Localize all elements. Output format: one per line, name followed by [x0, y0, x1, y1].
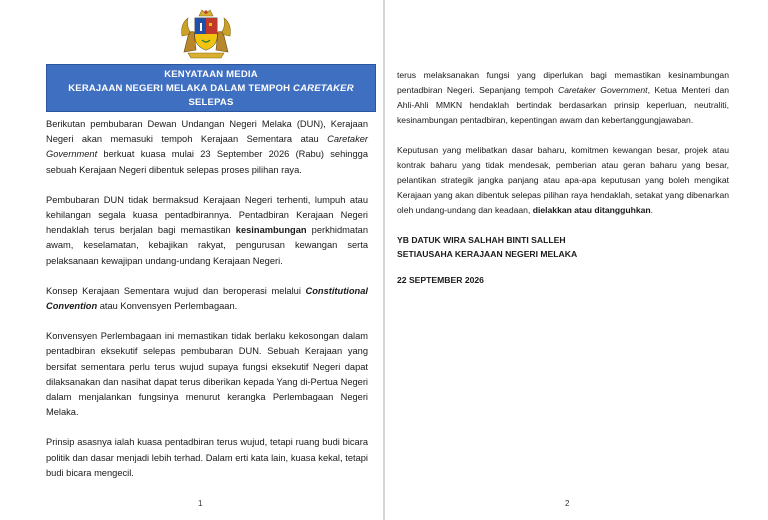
paragraph-caretaker-conduct: terus melaksanakan fungsi yang diperlukan bagi memastikan kesinambungan pentadbiran Negeri. Sepanjang tempoh Caretaker Government, Ketua Menteri dan Ahli-Ahli MMKN hendaklah bertindak berdasarkan prinsip keperluan, neutraliti, kesinambungan pentadbiran, kepentingan awam dan kebertanggungjawaban. [397, 70, 729, 125]
signature-block [397, 233, 729, 285]
paragraph-basic-principle: Prinsip asasnya ialah kuasa pentadbiran terus wujud, tetapi ruang budi bicara politik dan dasar menjadi lebih terhad. Dalam erti kata lain, kuasa kekal, tetapi budi bicara mengecil. [46, 437, 368, 478]
page-number: 2 [565, 499, 570, 508]
header-label: KENYATAAN MEDIA [164, 69, 258, 80]
signatory-name: YB DATUK WIRA SALHAH BINTI SALLEH [397, 235, 566, 245]
page-2 [385, 0, 768, 520]
melaka-state-crest-icon [178, 6, 234, 60]
signatory-title: SETIAUSAHA KERAJAAN NEGERI MELAKA [397, 249, 578, 259]
page-1-body [46, 117, 368, 496]
paragraph-caretaker-period: Berikutan pembubaran Dewan Undangan Negeri Melaka (DUN), Kerajaan Negeri akan memasuki tempoh Kerajaan Sementara atau Caretaker Government berkuat kuasa mulai 23 September 2026 (Rabu) sehingga sebuah Kerajaan Negeri dibentuk selepas proses pilihan raya. [46, 119, 368, 175]
paragraph-executive-vacuum: Konvensyen Perlembagaan ini memastikan tidak berlaku kekosongan dalam pentadbiran eksekutif selepas pembubaran DUN. Sebuah Kerajaan yang bersifat sementara perlu terus wujud supaya fungsi eksekutif Negeri dapat dilaksanakan dan nasihat dapat terus diberikan kepada Yang di-Pertua Negeri dalam menjalankan fungsinya menurut kerangka Perlembagaan Negeri Melaka. [46, 331, 368, 418]
paragraph-decisions-deferred: Keputusan yang melibatkan dasar baharu, komitmen kewangan besar, projek atau kontrak baharu yang tidak mendesak, pemberian atau geran baharu yang besar, pelantikan strategik jangka panjang atau apa-apa keputusan yang boleh mengikat Kerajaan yang akan dibentuk selepas pilihan raya hendaklah, setakat yang dibenarkan oleh undang-undang dan keadaan, dielakkan atau ditangguhkan. [397, 145, 729, 215]
page-2-body [397, 68, 729, 285]
page-1 [0, 0, 383, 520]
press-release-header [46, 64, 376, 122]
release-date: 22 SEPTEMBER 2026 [397, 275, 484, 285]
header-title-line-2: PEMBUBARAN DEWAN UNDANGAN NEGERI [105, 111, 317, 122]
paragraph-constitutional-convention: Konsep Kerajaan Sementara wujud dan beroperasi melalui Constitutional Convention atau Konvensyen Perlembagaan. [46, 285, 368, 312]
paragraph-administration-continuity: Pembubaran DUN tidak bermaksud Kerajaan Negeri terhenti, lumpuh atau kehilangan segala kuasa pentadbirannya. Pentadbiran Kerajaan Negeri hendaklah terus berjalan bagi memastikan kesinambungan perkhidmatan awam, keselamatan, kebajikan rakyat, pengurusan kewangan serta pelaksanaan kewajipan undang-undang Kerajaan Negeri. [46, 194, 368, 266]
page-number: 1 [198, 499, 203, 508]
header-title-line-1: KERAJAAN NEGERI MELAKA DALAM TEMPOH CARETAKER SELEPAS [68, 83, 354, 108]
